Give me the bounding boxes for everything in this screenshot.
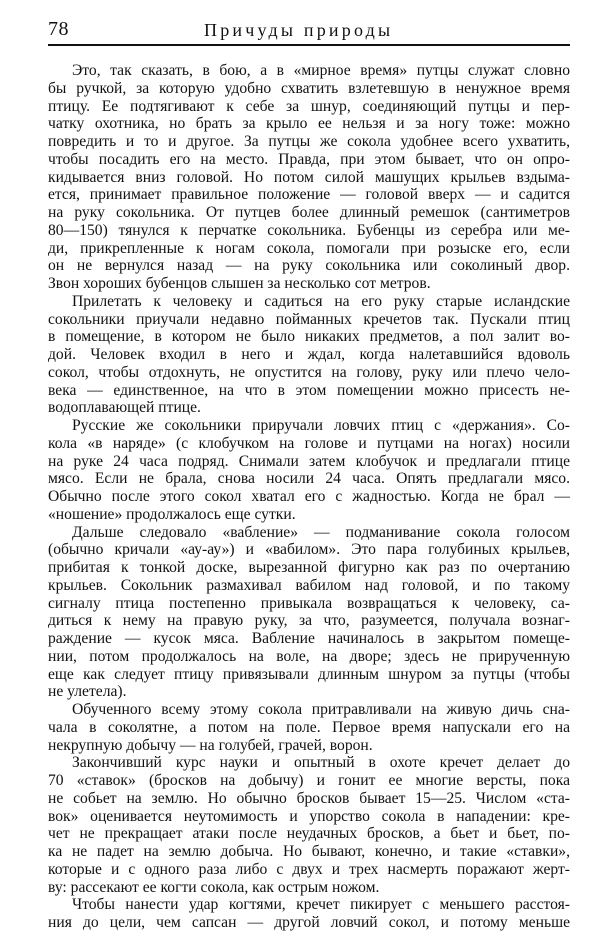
text-line: Чтобы нанести удар когтями, кречет пикирует с меньшего расстоя- [72, 896, 570, 914]
text-line: водоплавающей птице. [48, 399, 201, 417]
text-line: крыльев. Сокольник размахивал вабилом над головой, и по такому [48, 576, 570, 594]
running-title: Причуды природы [204, 20, 394, 40]
header-rule [48, 44, 570, 46]
text-line: Обычно после этого сокол хватал его с жадностью. Когда не брал — [48, 488, 570, 505]
paragraph [48, 293, 570, 417]
text-line: чатку охотника, но брать за крыло ее нельзя и за ногу тоже: можно [48, 115, 570, 133]
text-line: ка не падет на землю добыча. Но бывают, конечно, и такие «ставки», [48, 843, 570, 860]
paragraph [48, 754, 570, 896]
text-line: Дальше следовало «вабление» — подманивание сокола голосом [72, 523, 570, 541]
text-line: (обычно кричали «ау-ау») и «вабилом». Это пара голубиных крыльев, [48, 541, 570, 559]
text-line: Это, так сказать, в бою, а в «мирное время» путцы служат словно [72, 62, 570, 79]
text-line: Русские же сокольники приручали ловчих птиц с «держания». Со- [72, 417, 570, 434]
paragraph [48, 62, 570, 293]
text-line: 80—150) тянулся к перчатке сокольника. Бубенцы из серебра или ме- [48, 221, 570, 239]
text-line: не собьет на землю. Но обычно бросков бывает 15—25. Числом «ста- [48, 789, 570, 807]
text-line: чала в соколятне, а потом на поле. Первое время напускали его на [48, 718, 570, 736]
text-line: раждение — кусок мяса. Вабление начиналось в закрытом помеще- [48, 630, 570, 647]
running-head [48, 14, 570, 44]
text-line: он не вернулся назад — на руку сокольника или соколиный двор. [48, 257, 570, 275]
text-line: бы ручкой, за которую удобно схватить взлетевшую в ненужное время [48, 79, 570, 97]
text-line: кидывается вниз головой. Но потом силой машущих крыльев вздыма- [48, 168, 570, 186]
text-line: ния до цели, чем сапсан — другой ловчий сокол, и потому меньше [48, 914, 570, 931]
text-line: мясо. Если не брала, снова носили 24 часа. Опять предлагали мясо. [48, 470, 570, 488]
text-line: кола «в наряде» (с клобучком на голове и путцами на ногах) носили [48, 434, 570, 452]
text-line: в помещение, в котором не было никаких предметов, а пол залит во- [48, 328, 570, 346]
text-line: 70 «ставок» (бросков на добычу) и гонит ее многие версты, пока [48, 772, 570, 789]
text-line: птицу. Ее подтягивают к себе за шнур, соединяющий путцы и пер- [48, 97, 570, 115]
page-number: 78 [48, 18, 69, 40]
text-line: которые и с одного раза либо с двух и трех насмерть поражают жерт- [48, 860, 570, 878]
text-line: на руке 24 часа подряд. Снимали затем клобучок и предлагали птице [48, 452, 570, 470]
text-line: нии, потом продолжалось на воле, на дворе; здесь не прирученную [48, 647, 570, 665]
text-line: некрупную добычу — на голубей, грачей, ворон. [48, 736, 373, 754]
text-line: сокольники приучали недавно пойманных кречетов так. Пускали птиц [48, 310, 570, 328]
text-line: чтобы посадить его на место. Правда, при этом бывает, что он опро- [48, 150, 570, 168]
paragraph [48, 896, 570, 932]
paragraph [48, 524, 570, 702]
paragraph [48, 417, 570, 524]
text-line: ву: рассекают ее когти сокола, как острым ножом. [48, 878, 380, 896]
text-line: вок» оценивается неутомимость и упорство сокола в нападении: кре- [48, 807, 570, 825]
text-line: прибитая к тонкой доске, вырезанной фигурно как раз по очертанию [48, 559, 570, 576]
text-line: дой. Человек входил в него и ждал, когда налетавшийся вдоволь [48, 346, 570, 363]
text-line: сигналу птица постепенно привыкала возвращаться к человеку, са- [48, 594, 570, 612]
text-line: диться к нему на правую руку, за что, разумеется, получала вознаг- [48, 612, 570, 630]
paragraph [48, 701, 570, 754]
text-line: еще как следует птицу привязывали длинным шнуром за путцы (чтобы [48, 665, 570, 683]
text-line: повредить и то и другое. За путцы же сокола удобнее всего ухватить, [48, 133, 570, 150]
text-line: ется, принимает правильное положение — головой вверх — и садится [48, 186, 570, 204]
text-line: ди, прикрепленные к ногам сокола, помогали при розыске его, если [48, 239, 570, 257]
text-line: Звон хороших бубенцов слышен за несколько сот метров. [48, 275, 431, 292]
text-line: Обученного всему этому сокола притравливали на живую дичь сна- [72, 701, 570, 718]
text-line: не улетела). [48, 683, 127, 701]
text-line: Прилетать к человеку и садиться на его руку старые исландские [72, 292, 570, 310]
text-line: сокол, чтобы отдохнуть, не опустится на голову, руку или плечо чело- [48, 363, 570, 381]
text-line: Закончивший курс науки и опытный в охоте кречет делает до [72, 754, 570, 772]
body-text [48, 62, 570, 932]
text-line: «ношение» продолжалось еще сутки. [48, 505, 296, 523]
text-line: чет не прекращает атаки после неудачных бросков, а бьет и бьет, по- [48, 825, 570, 843]
text-line: века — единственное, на что в этом помещении можно присесть не- [48, 381, 570, 399]
text-line: на руку сокольника. От путцев более длинный ремешок (сантиметров [48, 204, 570, 221]
